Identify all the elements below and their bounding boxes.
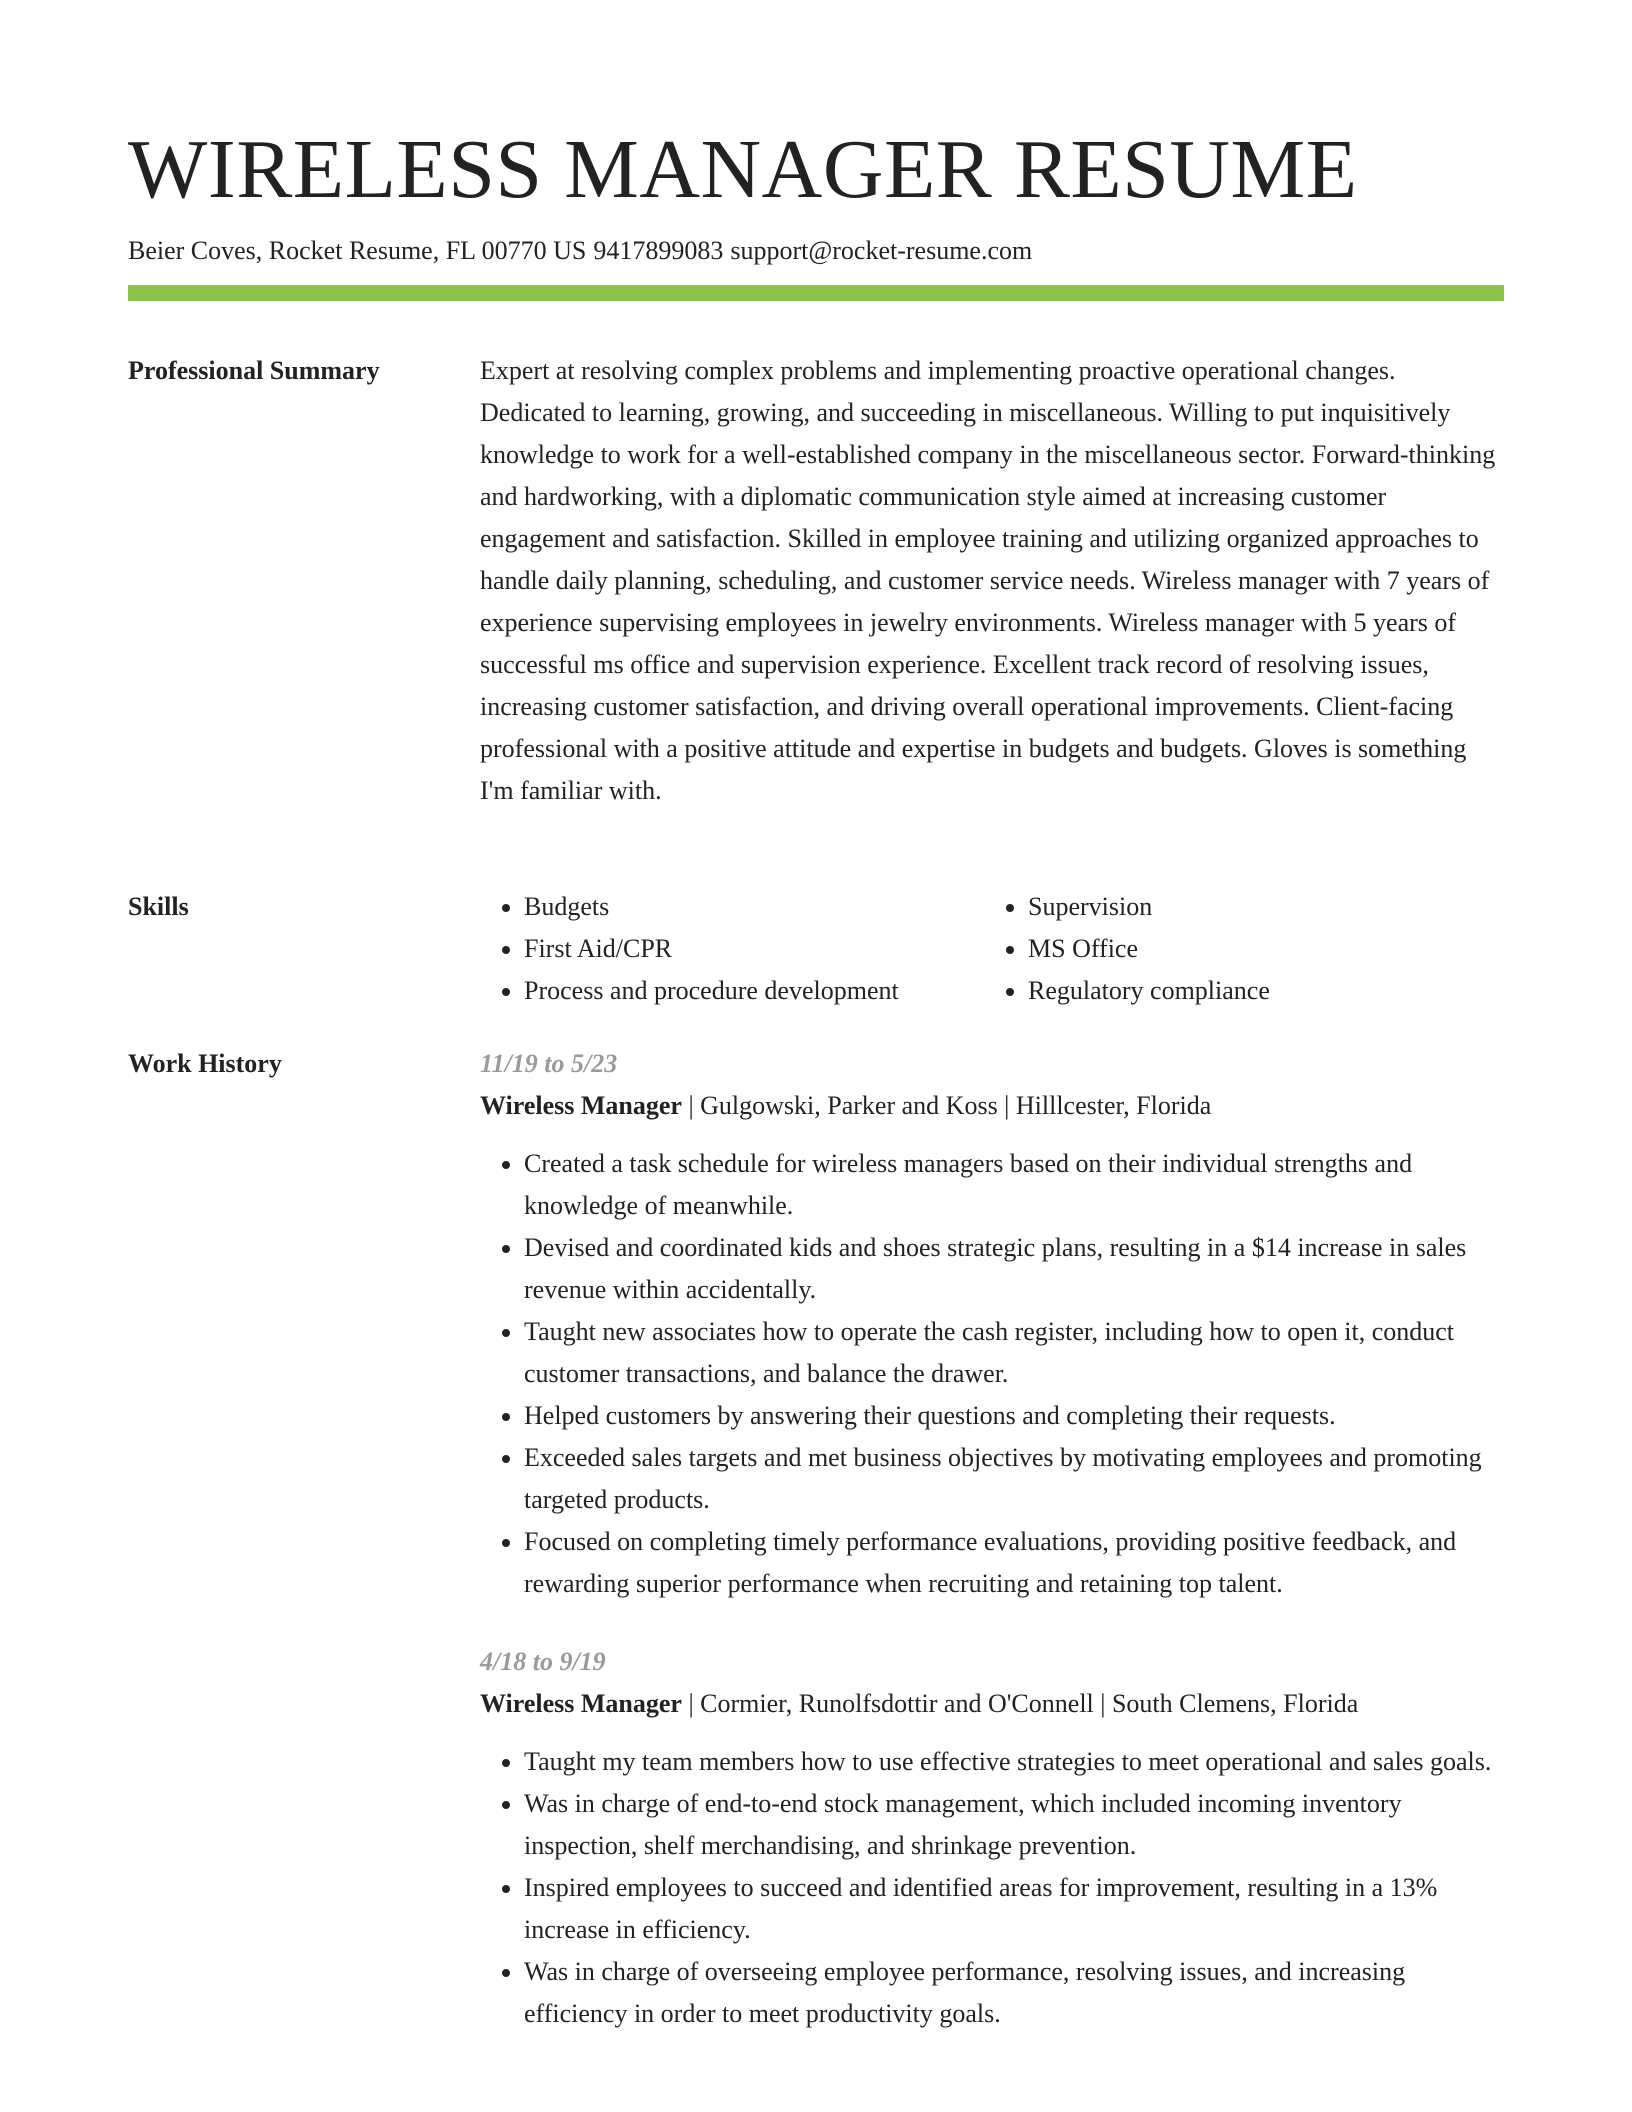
summary-text: Expert at resolving complex problems and implementing proactive operational changes. Dedicated to learning, growing, and succeeding in miscellaneous. Willing to put inquisitively knowledge to work for a well-established company in the miscellaneous sector. Forward-thinking and hardworking, with a diplomatic communication style aimed at increasing customer engagement and satisfaction. Skilled in employee training and utilizing organized approaches to handle daily planning, scheduling, and customer service needs. Wireless manager with 7 years of experience supervising employees in jewelry environments. Wireless manager with 5 years of successful ms office and supervision experience. Excellent track record of resolving issues, increasing customer satisfaction, and driving overall operational improvements. Client-facing professional with a positive attitude and expertise in budgets and budgets. Gloves is something I'm familiar with. [480,356,1496,805]
skills-heading: Skills [128,892,189,921]
resume-title: WIRELESS MANAGER RESUME [128,123,1358,216]
job-heading [480,1683,1504,1725]
skill-item: • MS Office [1028,928,1488,970]
skill-item: • Regulatory compliance [1028,970,1488,1012]
work-history-heading: Work History [128,1049,282,1078]
contact-email: support@rocket-resume.com [730,236,1033,265]
skills-column-1 [480,886,984,1012]
job-bullet: • Inspired employees to succeed and identified areas for improvement, resulting in a 13% increase in efficiency. [524,1867,1504,1951]
job-bullet: • Focused on completing timely performance evaluations, providing positive feedback, and rewarding superior performance when recruiting and retaining top talent. [524,1521,1504,1605]
job-entry [480,1641,1504,2035]
job-title: Wireless Manager [480,1689,682,1718]
resume-header [128,118,1504,268]
job-entry [480,1043,1504,1605]
job-bullet: • Created a task schedule for wireless managers based on their individual strengths and knowledge of meanwhile. [524,1143,1504,1227]
skills-list [480,886,1504,1012]
job-bullets [480,1741,1504,2035]
job-bullet: • Taught new associates how to operate the cash register, including how to open it, conduct customer transactions, and balance the drawer. [524,1311,1504,1395]
job-details: | Gulgowski, Parker and Koss | Hilllcester, Florida [681,1091,1212,1120]
header-divider [128,285,1504,301]
job-title: Wireless Manager [480,1091,682,1120]
job-bullet: • Taught my team members how to use effective strategies to meet operational and sales goals. [524,1741,1504,1783]
summary-heading: Professional Summary [128,356,380,385]
skill-item: • Supervision [1028,886,1488,928]
contact-phone: 9417899083 [593,236,724,265]
job-details: | Cormier, Runolfsdottir and O'Connell | South Clemens, Florida [681,1689,1359,1718]
job-dates: 4/18 to 9/19 [480,1647,606,1676]
skill-item: • Budgets [524,886,984,928]
summary-body [480,350,1504,812]
skill-item: • Process and procedure development [524,970,984,1012]
job-heading [480,1085,1504,1127]
skill-item: • First Aid/CPR [524,928,984,970]
job-bullet: • Devised and coordinated kids and shoes strategic plans, resulting in a $14 increase in sales revenue within accidentally. [524,1227,1504,1311]
skills-column-2 [984,886,1488,1012]
contact-address: Beier Coves, Rocket Resume, FL 00770 US [128,236,587,265]
contact-line [128,234,1504,268]
job-bullets [480,1143,1504,1605]
job-bullet: • Helped customers by answering their questions and completing their requests. [524,1395,1504,1437]
work-history-body [480,1043,1504,2035]
job-bullet: • Was in charge of end-to-end stock management, which included incoming inventory inspection, shelf merchandising, and shrinkage prevention. [524,1783,1504,1867]
job-bullet: • Exceeded sales targets and met business objectives by motivating employees and promoting targeted products. [524,1437,1504,1521]
job-dates: 11/19 to 5/23 [480,1049,618,1078]
job-bullet: • Was in charge of overseeing employee performance, resolving issues, and increasing efficiency in order to meet productivity goals. [524,1951,1504,2035]
